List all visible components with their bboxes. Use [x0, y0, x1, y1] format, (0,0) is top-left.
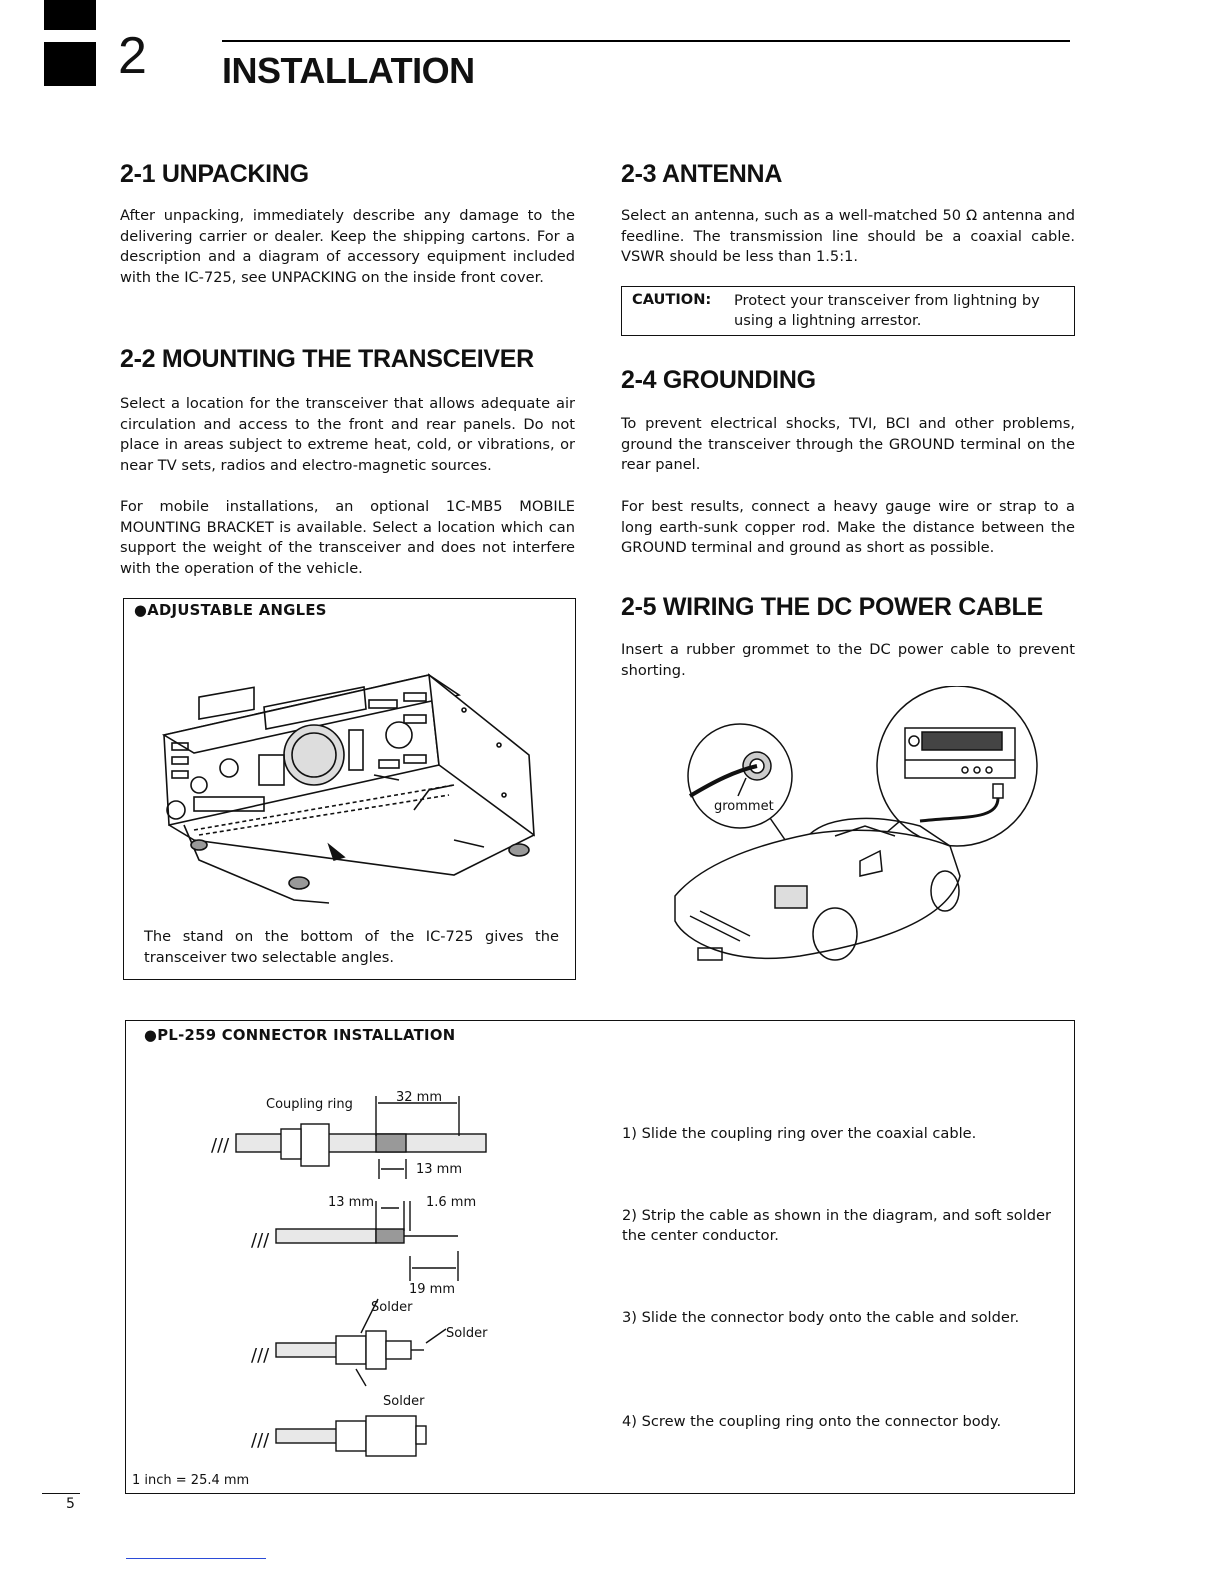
- heading-mounting: 2-2 MOUNTING THE TRANSCEIVER: [120, 345, 534, 373]
- svg-text:///: ///: [251, 1230, 270, 1251]
- solder-label-1: Solder: [371, 1300, 413, 1315]
- connector-step-4: 4) Screw the coupling ring onto the connector body.: [622, 1413, 1002, 1430]
- antenna-text: Select an antenna, such as a well-matched 50 Ω antenna and feedline. The transmission line should be a coaxial cable. VSWR should be less than 1.5:1.: [621, 207, 1075, 266]
- car-wiring-illustration: [660, 686, 1050, 976]
- heading-unpacking: 2-1 UNPACKING: [120, 160, 309, 188]
- caution-label: CAUTION:: [632, 291, 712, 308]
- svg-text:///: ///: [251, 1345, 270, 1366]
- caution-text: Protect your transceiver from lightning by using a lightning arrestor.: [734, 292, 1040, 329]
- connector-box: [125, 1020, 1075, 1494]
- svg-text:///: ///: [251, 1430, 270, 1451]
- adjustable-angles-box: [123, 598, 576, 980]
- dimension-1-6mm: 1.6 mm: [426, 1195, 477, 1210]
- unit-footnote: 1 inch = 25.4 mm: [132, 1473, 250, 1488]
- page-number: 5: [66, 1496, 75, 1512]
- chapter-marker: [44, 0, 96, 86]
- solder-label-2: Solder: [446, 1326, 488, 1341]
- mounting-text-1: Select a location for the transceiver that allows adequate air circulation and access to the front and rear panels. Do not place in areas subject to extreme heat, cold, or vibrations, or near TV sets, radios and electro-magnetic sources.: [120, 395, 575, 474]
- connector-diagram: [206, 1081, 546, 1471]
- caution-box: [621, 286, 1075, 336]
- angles-caption: The stand on the bottom of the IC-725 gives the transceiver two selectable angles.: [144, 928, 559, 966]
- connector-step-2: 2) Strip the cable as shown in the diagram, and soft solder the center conductor.: [622, 1207, 1052, 1244]
- chapter-title: INSTALLATION: [222, 50, 475, 91]
- mounting-text-2: For mobile installations, an optional 1C-MB5 MOBILE MOUNTING BRACKET is available. Select a location which can support the weight of the transceiver and does not interfere with the operation of the vehicle.: [120, 498, 575, 577]
- footer-link-line: [126, 1558, 266, 1559]
- grommet-label: grommet: [714, 799, 774, 814]
- chapter-number: 2: [118, 27, 147, 85]
- coupling-ring-label: Coupling ring: [266, 1097, 353, 1112]
- transceiver-illustration: [154, 635, 554, 905]
- heading-antenna: 2-3 ANTENNA: [621, 160, 783, 188]
- page-number-rule: [42, 1493, 80, 1494]
- connector-step-1: 1) Slide the coupling ring over the coaxial cable.: [622, 1125, 977, 1142]
- heading-dc-cable: 2-5 WIRING THE DC POWER CABLE: [621, 593, 1043, 621]
- dimension-13mm-a: 13 mm: [416, 1162, 463, 1177]
- connector-title: ●PL-259 CONNECTOR INSTALLATION: [144, 1027, 456, 1044]
- grounding-text-2: For best results, connect a heavy gauge wire or strap to a long earth-sunk copper rod. Make the distance between the GROUND terminal and ground as short as possible.: [621, 498, 1075, 557]
- grounding-text-1: To prevent electrical shocks, TVI, BCI and other problems, ground the transceiver through the GROUND terminal on the rear panel.: [621, 415, 1075, 474]
- dimension-19mm: 19 mm: [409, 1282, 456, 1297]
- solder-label-3: Solder: [383, 1394, 425, 1409]
- connector-step-3: 3) Slide the connector body onto the cable and solder.: [622, 1309, 1020, 1326]
- dimension-32mm: 32 mm: [396, 1090, 443, 1105]
- heading-grounding: 2-4 GROUNDING: [621, 366, 816, 394]
- dimension-13mm-b: 13 mm: [328, 1195, 375, 1210]
- unpacking-text: After unpacking, immediately describe any damage to the delivering carrier or dealer. Keep the shipping cartons. For a description and a diagram of accessory equipment included with the IC-725, see UNPACKING on the inside front cover.: [120, 207, 575, 286]
- adjustable-angles-title: ●ADJUSTABLE ANGLES: [134, 602, 327, 619]
- svg-text:///: ///: [211, 1135, 230, 1156]
- header-rule: [222, 40, 1070, 42]
- dc-cable-text: Insert a rubber grommet to the DC power cable to prevent shorting.: [621, 641, 1075, 679]
